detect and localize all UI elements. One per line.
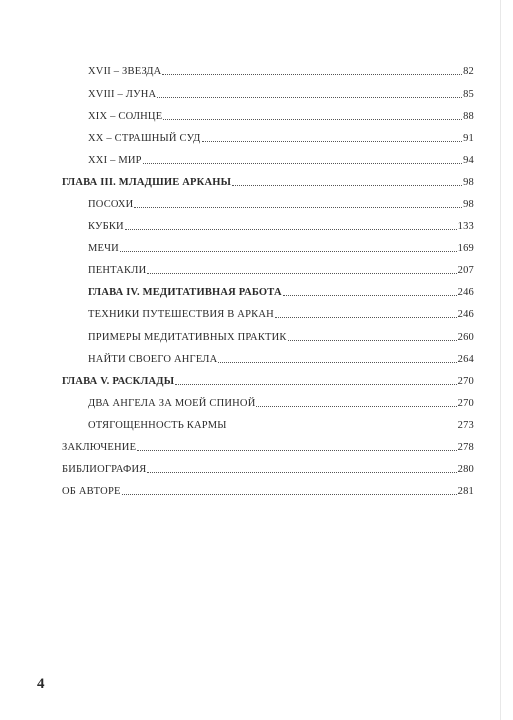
- toc-entry-page: 273: [457, 420, 474, 431]
- toc-entry-title: XVIII – ЛУНА: [88, 89, 157, 100]
- dot-leader: [137, 450, 456, 451]
- toc-entry-title: ОБ АВТОРЕ: [62, 486, 121, 497]
- toc-chapter-entry: [88, 283, 474, 299]
- toc-entry: [62, 438, 474, 454]
- toc-chapter-entry: [62, 173, 474, 189]
- dot-leader: [143, 163, 462, 164]
- toc-entry-title: ДВА АНГЕЛА ЗА МОЕЙ СПИНОЙ: [88, 398, 256, 409]
- toc-entry-title: ПРИМЕРЫ МЕДИТАТИВНЫХ ПРАКТИК: [88, 332, 287, 343]
- toc-entry: [88, 62, 474, 78]
- toc-entry-title: ПЕНТАКЛИ: [88, 265, 147, 276]
- toc-chapter-entry: [62, 372, 474, 388]
- toc-entry-title: ЗАКЛЮЧЕНИЕ: [62, 442, 137, 453]
- toc-entry: [88, 261, 474, 277]
- toc-entry-title: XIX – СОЛНЦЕ: [88, 111, 163, 122]
- toc-entry-page: 207: [457, 265, 474, 276]
- toc-entry-title: ПОСОХИ: [88, 199, 134, 210]
- toc-entry-title: XX – СТРАШНЫЙ СУД: [88, 133, 201, 144]
- dot-leader: [120, 251, 457, 252]
- toc-entry-page: 270: [457, 398, 474, 409]
- dot-leader: [147, 273, 456, 274]
- toc-entry: [88, 217, 474, 233]
- toc-entry: [88, 151, 474, 167]
- toc-chapter-title: ГЛАВА IV. МЕДИТАТИВНАЯ РАБОТА: [88, 287, 282, 298]
- dot-leader: [288, 340, 457, 341]
- dot-leader: [134, 207, 462, 208]
- toc-chapter-title: ГЛАВА V. РАСКЛАДЫ: [62, 376, 175, 387]
- toc-entry-page: 88: [463, 111, 474, 122]
- dot-leader: [162, 74, 462, 75]
- toc-entry: [88, 328, 474, 344]
- toc-entry-title: НАЙТИ СВОЕГО АНГЕЛА: [88, 354, 218, 365]
- dot-leader: [256, 406, 456, 407]
- toc-entry: [62, 482, 474, 498]
- toc-entry: [88, 350, 474, 366]
- toc-entry: [88, 107, 474, 123]
- dot-leader: [163, 119, 462, 120]
- toc-entry-page: 278: [457, 442, 474, 453]
- toc-entry-page: 260: [457, 332, 474, 343]
- toc-entry: [88, 129, 474, 145]
- toc-entry-page: 264: [457, 354, 474, 365]
- toc-entry-title: КУБКИ: [88, 221, 124, 232]
- dot-leader: [275, 317, 457, 318]
- dot-leader: [122, 494, 457, 495]
- toc-entry-title: ОТЯГОЩЕННОСТЬ КАРМЫ: [88, 420, 227, 431]
- dot-leader: [218, 362, 456, 363]
- dot-leader: [125, 229, 457, 230]
- dot-leader: [232, 185, 462, 186]
- dot-leader: [147, 472, 456, 473]
- dot-leader: [175, 384, 456, 385]
- dot-leader: [283, 295, 457, 296]
- toc-entry-page: 91: [463, 133, 474, 144]
- toc-entry: [88, 85, 474, 101]
- page-edge: [500, 0, 501, 720]
- toc-entry-title: МЕЧИ: [88, 243, 119, 254]
- toc-entry-page: 246: [457, 309, 474, 320]
- toc-entry-page: 280: [457, 464, 474, 475]
- toc-entry-page: 98: [463, 177, 474, 188]
- toc-entry-title: ТЕХНИКИ ПУТЕШЕСТВИЯ В АРКАН: [88, 309, 274, 320]
- dot-leader: [202, 141, 463, 142]
- toc-entry: [62, 460, 474, 476]
- toc-entry-page: 169: [457, 243, 474, 254]
- toc-entry-title: XXI – МИР: [88, 155, 142, 166]
- toc-entry-page: 98: [463, 199, 474, 210]
- toc-entry-page: 270: [457, 376, 474, 387]
- toc-entry-page: 94: [463, 155, 474, 166]
- page-number: 4: [37, 676, 45, 692]
- toc-entry-title: БИБЛИОГРАФИЯ: [62, 464, 147, 475]
- toc-entry: [88, 239, 474, 255]
- toc-entry-page: 85: [463, 89, 474, 100]
- toc-entry: [88, 394, 474, 410]
- toc-entry: [88, 195, 474, 211]
- toc-entry: [88, 416, 474, 432]
- toc-entry: [88, 305, 474, 321]
- toc-entry-page: 133: [457, 221, 474, 232]
- toc-entry-page: 246: [457, 287, 474, 298]
- toc-chapter-title: ГЛАВА III. МЛАДШИЕ АРКАНЫ: [62, 177, 232, 188]
- dot-leader: [157, 97, 462, 98]
- toc-entry-page: 281: [457, 486, 474, 497]
- toc-entry-page: 82: [463, 66, 474, 77]
- toc-entry-title: XVII – ЗВЕЗДА: [88, 66, 162, 77]
